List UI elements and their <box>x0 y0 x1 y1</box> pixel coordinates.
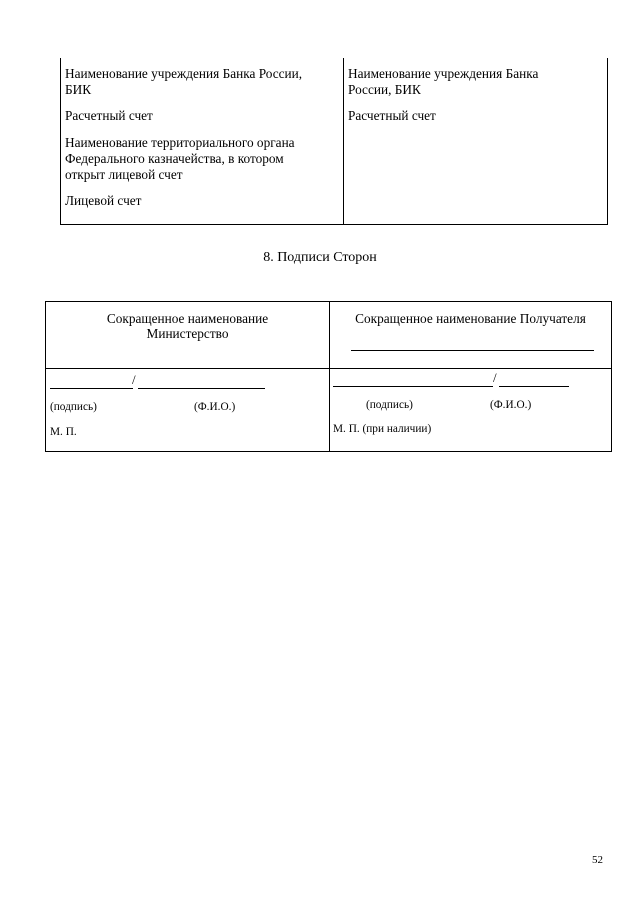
right-account-label: Расчетный счет <box>348 108 436 123</box>
right-signature-line <box>333 386 493 387</box>
column-divider <box>343 58 344 224</box>
row-divider <box>46 368 611 369</box>
recipient-name-line <box>351 350 594 351</box>
right-stamp-label: М. П. (при наличии) <box>333 423 432 435</box>
left-sign-label: (подпись) <box>50 401 97 413</box>
left-bank-name-label: Наименование учреждения Банка России, БИК <box>65 66 303 97</box>
left-name-label: (Ф.И.О.) <box>194 401 236 413</box>
section-title: 8. Подписи Сторон <box>263 250 377 265</box>
right-name-line <box>499 386 569 387</box>
left-signature-line <box>50 388 133 389</box>
left-stamp-label: М. П. <box>50 426 77 438</box>
right-name-label: (Ф.И.О.) <box>490 399 532 411</box>
right-header-label: Сокращенное наименование Получателя <box>355 311 586 326</box>
bank-details-table <box>60 58 608 225</box>
left-header-label: Сокращенное наименование Министерство <box>106 311 269 341</box>
right-bank-name-label: Наименование учреждения Банка России, БИК <box>348 66 539 97</box>
left-slash: / <box>132 372 136 387</box>
right-slash: / <box>493 370 497 385</box>
page-number: 52 <box>592 854 603 866</box>
left-account-label: Расчетный счет <box>65 108 153 123</box>
left-treasury-label: Наименование территориального органа Федерального казначейства, в котором открыт лицевой счет <box>65 135 295 182</box>
right-sign-label: (подпись) <box>366 399 413 411</box>
signatures-table <box>45 301 612 452</box>
left-name-line <box>138 388 265 389</box>
left-personal-account-label: Лицевой счет <box>65 193 142 208</box>
